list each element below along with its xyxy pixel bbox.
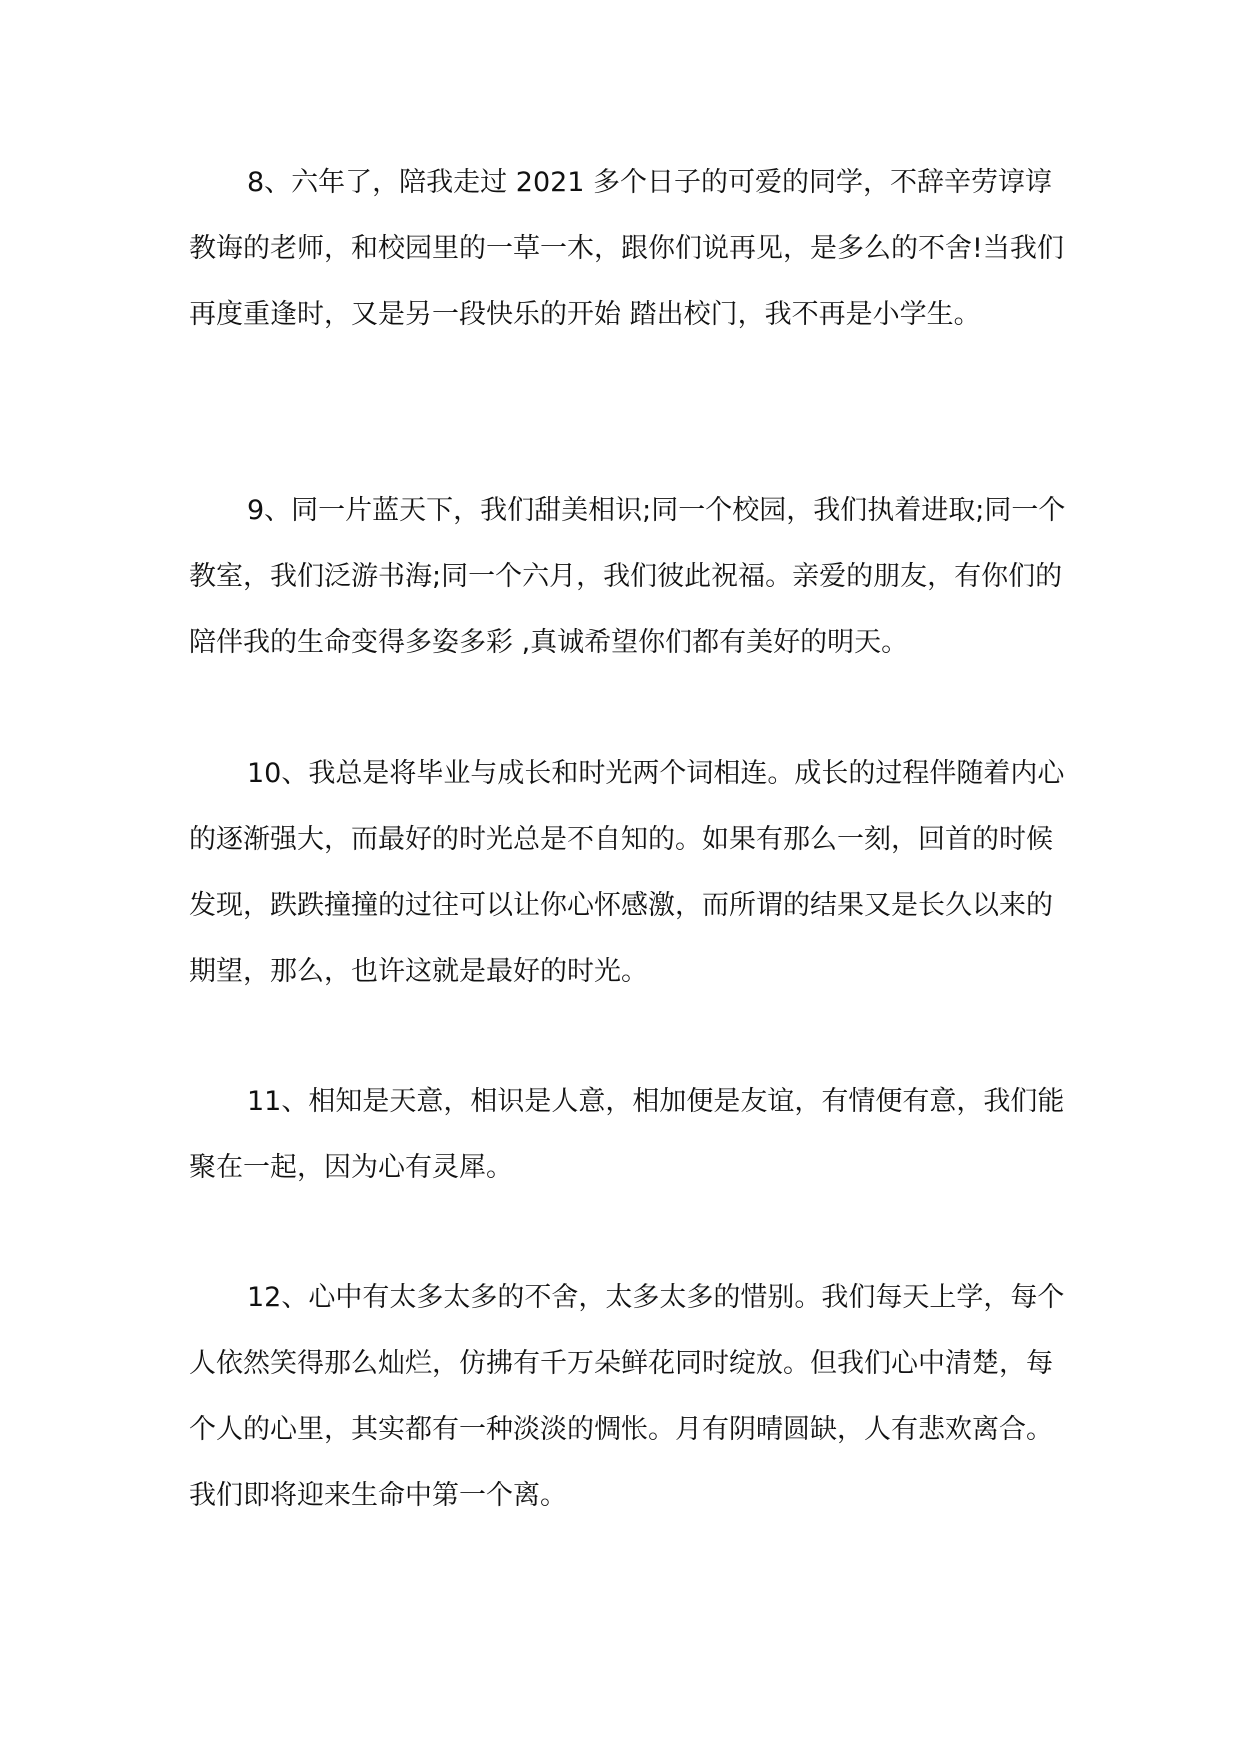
paragraph-9: 9、同一片蓝天下，我们甜美相识;同一个校园，我们执着进取;同一个教室，我们泛游书海;同一个六月，我们彼此祝福。亲爱的朋友，有你们的陪伴我的生命变得多姿多彩 ,真诚希望你们都有美好的明天。 <box>189 495 1066 658</box>
paragraph-8: 8、六年了，陪我走过 2021 多个日子的可爱的同学，不辞辛劳谆谆教诲的老师，和校园里的一草一木，跟你们说再见，是多么的不舍!当我们再度重逢时，又是另一段快乐的开始 踏出校门，我不再是小学生。 <box>189 167 1064 330</box>
paragraph-12: 12、心中有太多太多的不舍，太多太多的惜别。我们每天上学，每个人依然笑得那么灿烂，仿拂有千万朵鲜花同时绽放。但我们心中清楚，每个人的心里，其实都有一种淡淡的惆怅。月有阴晴圆缺，人有悲欢离合。我们即将迎来生命中第一个离。 <box>189 1282 1065 1511</box>
paragraph-10: 10、我总是将毕业与成长和时光两个词相连。成长的过程伴随着内心的逐渐强大，而最好的时光总是不自知的。如果有那么一刻，回首的时候发现，跌跌撞撞的过往可以让你心怀感激，而所谓的结果又是长久以来的期望，那么，也许这就是最好的时光。 <box>189 758 1065 987</box>
paragraph-11: 11、相知是天意，相识是人意，相加便是友谊，有情便有意，我们能聚在一起，因为心有灵犀。 <box>189 1086 1065 1183</box>
